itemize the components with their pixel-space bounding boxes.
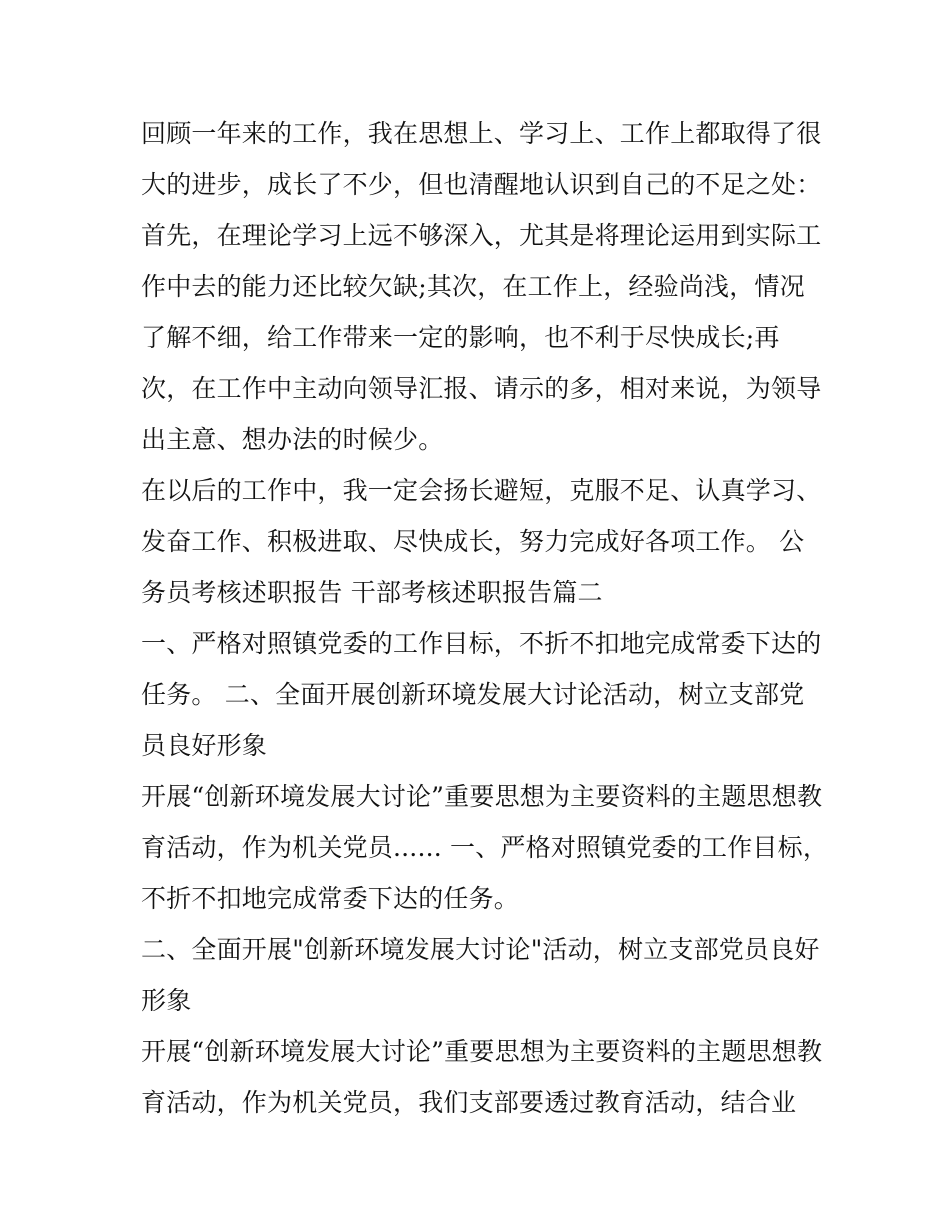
text-line: 开展“创新环境发展大讨论”重要思想为主要资料的主题思想教 — [141, 1037, 823, 1066]
text-line: 二、全面开展"创新环境发展大讨论"活动，树立支部党员良好 — [141, 935, 820, 964]
text-line: 员良好形象 — [141, 731, 268, 760]
text-line: 了解不细，给工作带来一定的影响，也不利于尽快成长;再 — [141, 323, 780, 352]
text-line: 不折不扣地完成常委下达的任务。 — [141, 884, 520, 913]
document-body — [141, 108, 829, 1128]
text-line: 育活动，作为机关党员，我们支部要透过教育活动，结合业 — [141, 1088, 797, 1117]
text-line: 出主意、想办法的时候少。 — [141, 425, 444, 454]
text-line: 务员考核述职报告 干部考核述职报告篇二 — [141, 578, 603, 607]
text-line: 发奋工作、积极进取、尽快成长，努力完成好各项工作。 公 — [141, 527, 805, 556]
text-line: 作中去的能力还比较欠缺;其次，在工作上，经验尚浅，情况 — [141, 272, 805, 301]
text-line: 任务。 二、全面开展创新环境发展大讨论活动，树立支部党 — [141, 680, 805, 709]
text-line: 一、严格对照镇党委的工作目标，不折不扣地完成常委下达的 — [141, 629, 822, 658]
text-line: 在以后的工作中，我一定会扬长避短，克服不足、认真学习、 — [141, 476, 822, 505]
text-line: 次，在工作中主动向领导汇报、请示的多，相对来说，为领导 — [141, 374, 822, 403]
text-line: 育活动，作为机关党员...... 一、严格对照镇党委的工作目标， — [141, 833, 829, 862]
text-line: 形象 — [141, 986, 192, 1015]
text-line: 开展“创新环境发展大讨论”重要思想为主要资料的主题思想教 — [141, 782, 823, 811]
text-line: 大的进步，成长了不少，但也清醒地认识到自己的不足之处： — [141, 170, 822, 199]
text-line: 首先，在理论学习上远不够深入，尤其是将理论运用到实际工 — [141, 221, 822, 250]
text-line: 回顾一年来的工作，我在思想上、学习上、工作上都取得了很 — [141, 119, 822, 148]
